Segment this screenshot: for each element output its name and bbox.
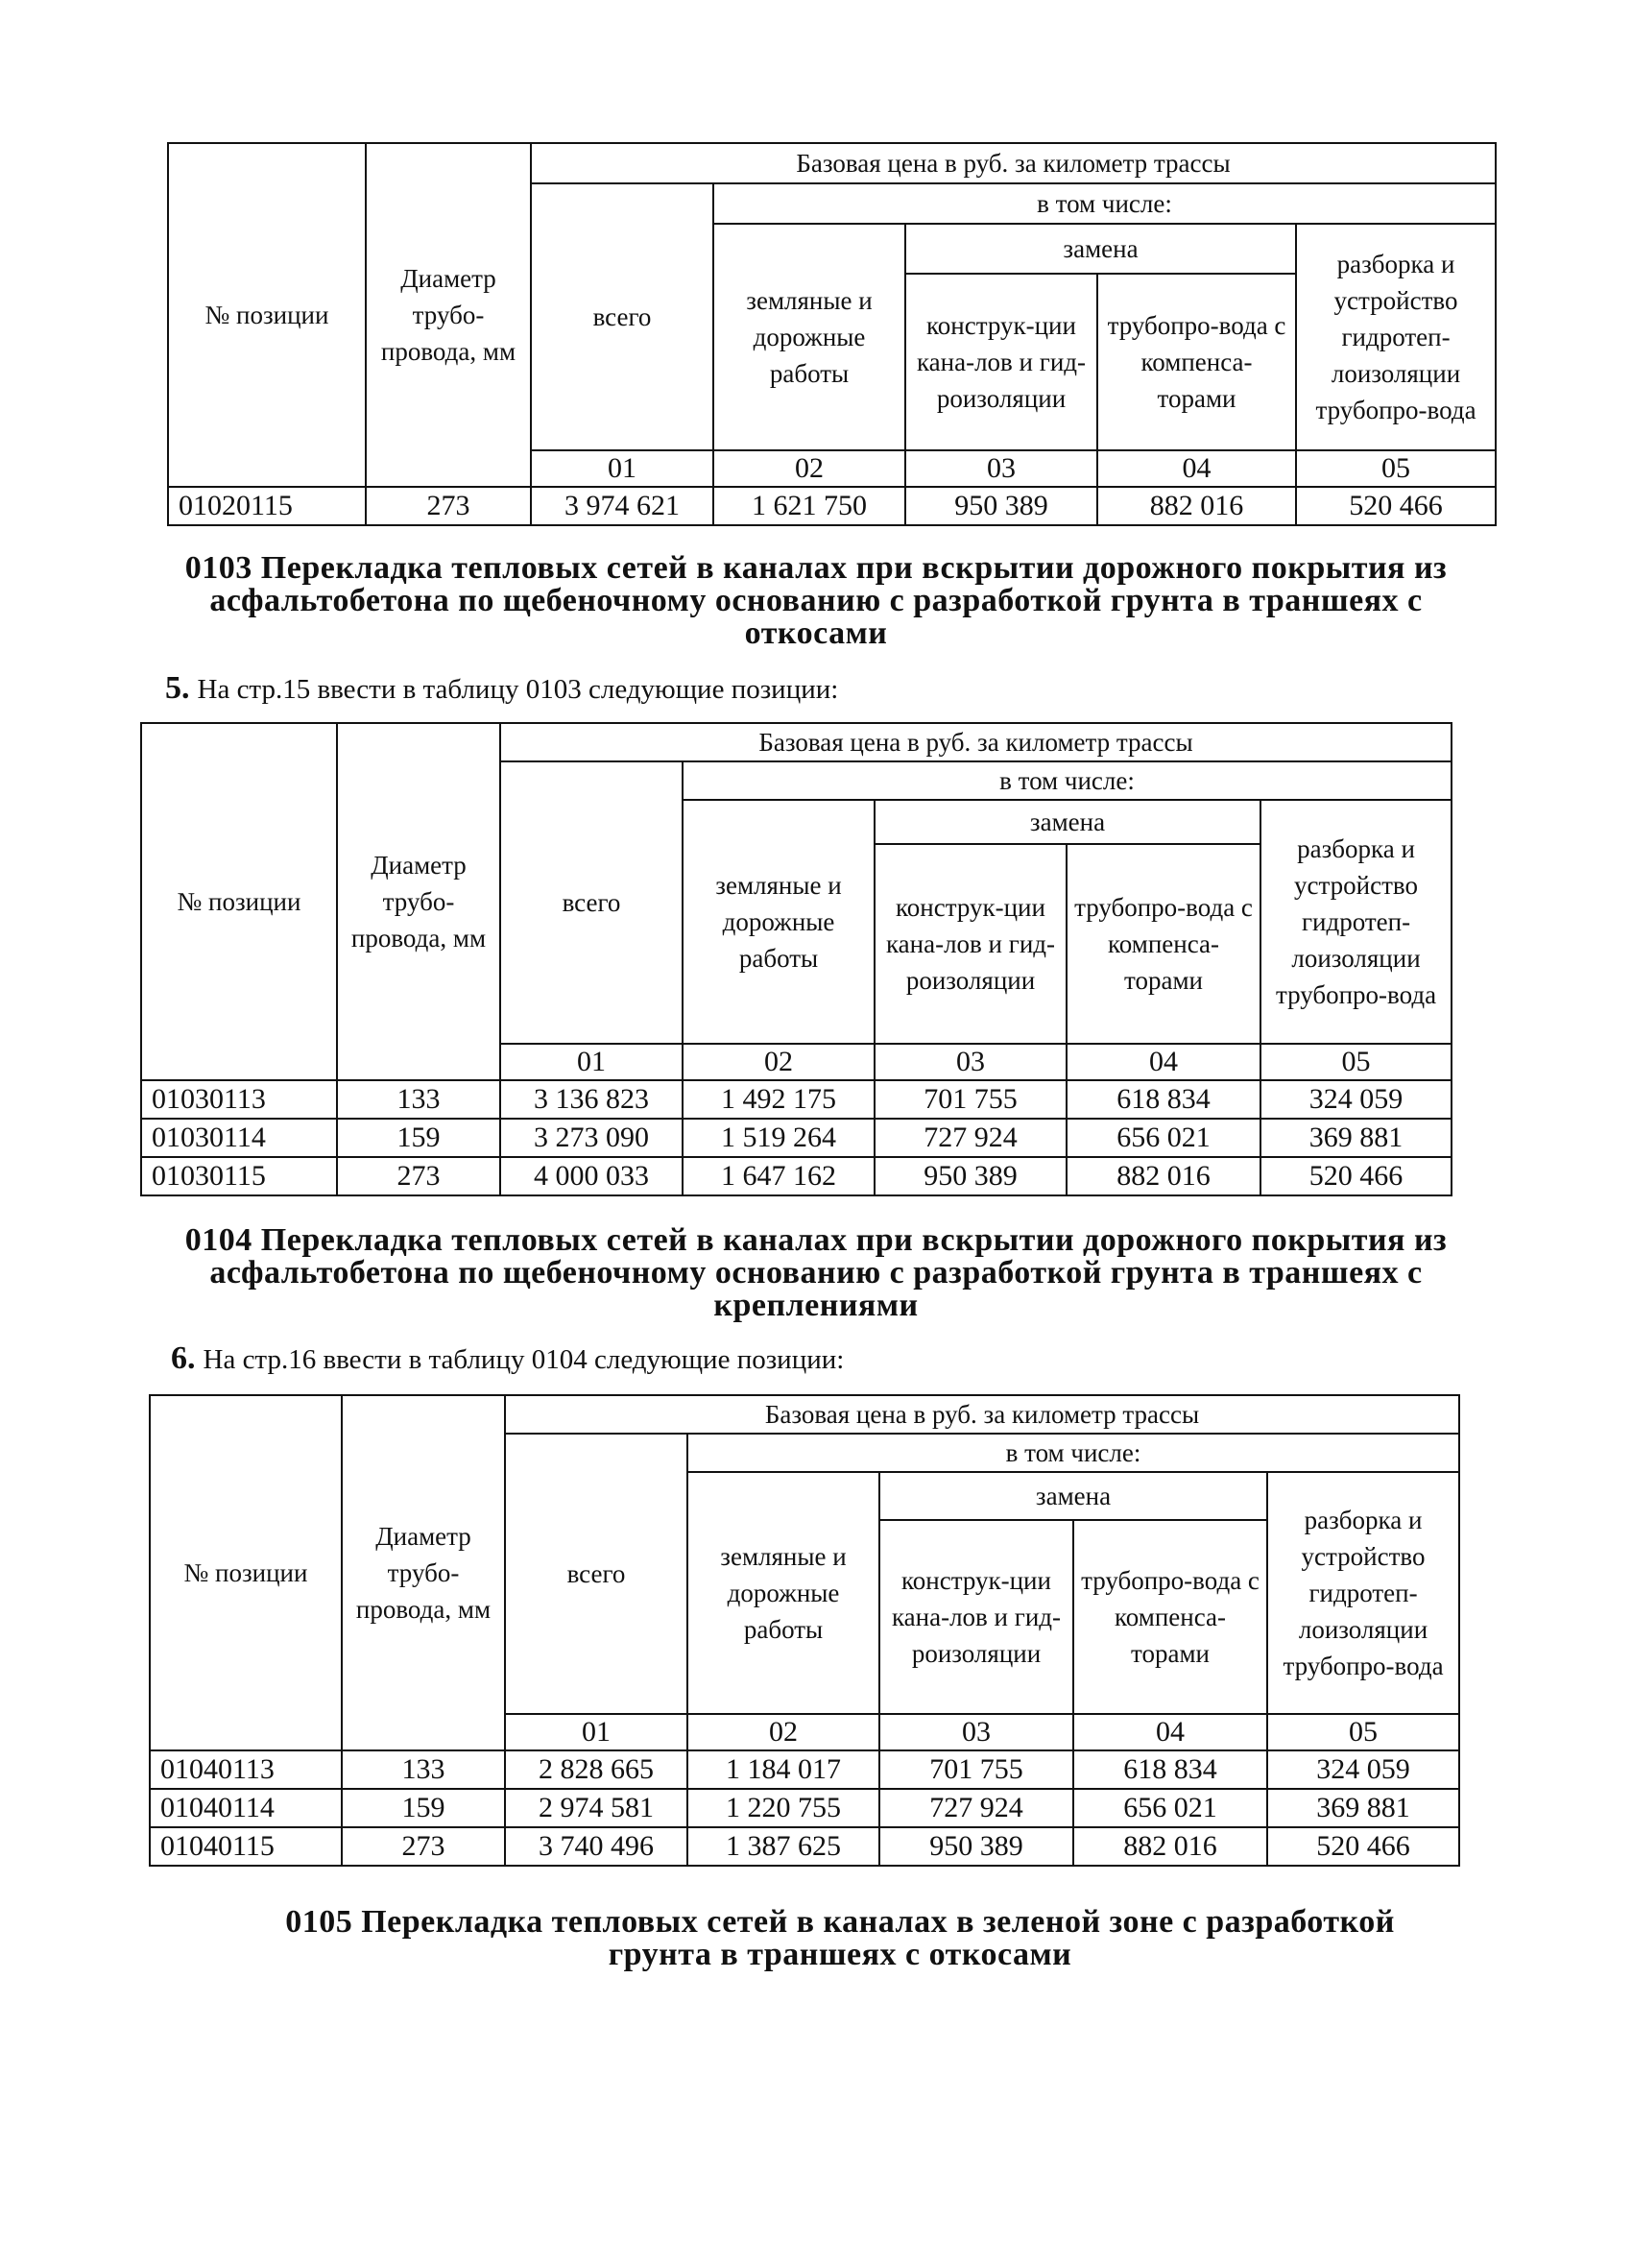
cell-channels: 701 755 — [879, 1750, 1073, 1789]
cell-total: 3 974 621 — [531, 487, 713, 525]
cell-total: 2 974 581 — [505, 1789, 687, 1827]
cell-total: 3 136 823 — [500, 1080, 683, 1119]
col-code: 04 — [1073, 1714, 1267, 1750]
table-row — [168, 487, 1496, 525]
cell-channels: 727 924 — [879, 1789, 1073, 1827]
section-code: 0105 — [285, 1904, 353, 1940]
header-diameter: Диаметр трубо-провода, мм — [337, 723, 500, 1080]
cell-channels: 727 924 — [875, 1119, 1067, 1157]
header-channels: конструк-ции кана-лов и гид-роизоляции — [879, 1520, 1073, 1714]
header-position: № позиции — [150, 1395, 342, 1750]
cell-total: 4 000 033 — [500, 1157, 683, 1195]
section-code: 0103 — [184, 550, 252, 586]
col-code: 03 — [905, 450, 1097, 487]
header-earthworks: земляные и дорожные работы — [687, 1472, 879, 1714]
cell-diameter: 133 — [342, 1750, 505, 1789]
header-dismantling: разборка и устройство гидротеп-лоизоляции трубопро-вода — [1296, 224, 1496, 450]
cell-dismantling: 324 059 — [1260, 1080, 1452, 1119]
header-pipeline: трубопро-вода с компенса-торами — [1067, 844, 1260, 1044]
cell-position: 01040114 — [150, 1789, 342, 1827]
table-row — [141, 1080, 1452, 1119]
header-including: в том числе: — [687, 1434, 1459, 1472]
header-pipeline: трубопро-вода с компенса-торами — [1073, 1520, 1267, 1714]
header-total: всего — [505, 1434, 687, 1714]
header-position: № позиции — [168, 143, 366, 487]
price-table-0102 — [167, 142, 1497, 526]
instruction-text: На стр.16 ввести в таблицу 0104 следующие позиции: — [203, 1344, 845, 1375]
header-diameter: Диаметр трубо-провода, мм — [366, 143, 531, 487]
col-code: 05 — [1260, 1044, 1452, 1080]
col-code: 04 — [1067, 1044, 1260, 1080]
cell-total: 3 273 090 — [500, 1119, 683, 1157]
col-code: 01 — [505, 1714, 687, 1750]
cell-earthworks: 1 387 625 — [687, 1827, 879, 1866]
col-code: 01 — [500, 1044, 683, 1080]
cell-pipeline: 882 016 — [1073, 1827, 1267, 1866]
cell-channels: 701 755 — [875, 1080, 1067, 1119]
col-code: 03 — [875, 1044, 1067, 1080]
instruction-5 — [165, 672, 838, 706]
cell-diameter: 133 — [337, 1080, 500, 1119]
table-row — [141, 1157, 1452, 1195]
header-including: в том числе: — [713, 183, 1496, 224]
cell-diameter: 273 — [366, 487, 531, 525]
cell-earthworks: 1 647 162 — [683, 1157, 875, 1195]
cell-pipeline: 656 021 — [1073, 1789, 1267, 1827]
col-code: 05 — [1267, 1714, 1459, 1750]
section-heading-0105 — [250, 1906, 1430, 1971]
col-code: 02 — [713, 450, 905, 487]
header-channels: конструк-ции кана-лов и гид-роизоляции — [875, 844, 1067, 1044]
table-row — [150, 1789, 1459, 1827]
header-base-price: Базовая цена в руб. за километр трассы — [505, 1395, 1459, 1434]
section-title: Перекладка тепловых сетей в каналах в зеленой зоне с разработкой грунта в траншеях с откосами — [361, 1904, 1395, 1972]
cell-earthworks: 1 184 017 — [687, 1750, 879, 1789]
cell-pipeline: 656 021 — [1067, 1119, 1260, 1157]
cell-pipeline: 882 016 — [1067, 1157, 1260, 1195]
cell-diameter: 159 — [337, 1119, 500, 1157]
header-base-price: Базовая цена в руб. за километр трассы — [531, 143, 1496, 183]
instruction-text: На стр.15 ввести в таблицу 0103 следующие позиции: — [197, 674, 839, 705]
header-replacement: замена — [905, 224, 1296, 274]
instruction-number: 5. — [165, 670, 190, 706]
cell-pipeline: 618 834 — [1067, 1080, 1260, 1119]
table-row — [150, 1750, 1459, 1789]
cell-earthworks: 1 220 755 — [687, 1789, 879, 1827]
section-code: 0104 — [184, 1222, 252, 1258]
header-replacement: замена — [875, 800, 1260, 844]
cell-dismantling: 369 881 — [1267, 1789, 1459, 1827]
cell-dismantling: 520 466 — [1296, 487, 1496, 525]
cell-earthworks: 1 492 175 — [683, 1080, 875, 1119]
col-code: 04 — [1097, 450, 1296, 487]
col-code: 02 — [683, 1044, 875, 1080]
col-code: 05 — [1296, 450, 1496, 487]
cell-total: 3 740 496 — [505, 1827, 687, 1866]
cell-position: 01020115 — [168, 487, 366, 525]
cell-pipeline: 618 834 — [1073, 1750, 1267, 1789]
cell-channels: 950 389 — [875, 1157, 1067, 1195]
cell-diameter: 273 — [342, 1827, 505, 1866]
cell-dismantling: 324 059 — [1267, 1750, 1459, 1789]
col-code: 02 — [687, 1714, 879, 1750]
header-including: в том числе: — [683, 761, 1452, 800]
price-table-0103 — [140, 722, 1452, 1196]
cell-channels: 950 389 — [879, 1827, 1073, 1866]
cell-dismantling: 369 881 — [1260, 1119, 1452, 1157]
instruction-6 — [171, 1342, 844, 1376]
cell-earthworks: 1 519 264 — [683, 1119, 875, 1157]
cell-position: 01040113 — [150, 1750, 342, 1789]
header-dismantling: разборка и устройство гидротеп-лоизоляции трубопро-вода — [1267, 1472, 1459, 1714]
section-title: Перекладка тепловых сетей в каналах при вскрытии дорожного покрытия из асфальтобетона по щебеночному основанию с разработкой грунта в траншеях с откосами — [209, 550, 1448, 651]
instruction-number: 6. — [171, 1340, 196, 1376]
cell-diameter: 159 — [342, 1789, 505, 1827]
header-base-price: Базовая цена в руб. за километр трассы — [500, 723, 1452, 761]
cell-position: 01030114 — [141, 1119, 337, 1157]
header-pipeline: трубопро-вода с компенса-торами — [1097, 274, 1296, 450]
cell-earthworks: 1 621 750 — [713, 487, 905, 525]
col-code: 01 — [531, 450, 713, 487]
cell-position: 01040115 — [150, 1827, 342, 1866]
cell-dismantling: 520 466 — [1260, 1157, 1452, 1195]
table-row — [150, 1827, 1459, 1866]
table-row — [141, 1119, 1452, 1157]
cell-channels: 950 389 — [905, 487, 1097, 525]
cell-pipeline: 882 016 — [1097, 487, 1296, 525]
section-heading-0103 — [144, 552, 1488, 650]
header-position: № позиции — [141, 723, 337, 1080]
header-total: всего — [500, 761, 683, 1044]
cell-position: 01030113 — [141, 1080, 337, 1119]
cell-dismantling: 520 466 — [1267, 1827, 1459, 1866]
header-channels: конструк-ции кана-лов и гид-роизоляции — [905, 274, 1097, 450]
header-diameter: Диаметр трубо-провода, мм — [342, 1395, 505, 1750]
header-earthworks: земляные и дорожные работы — [713, 224, 905, 450]
section-title: Перекладка тепловых сетей в каналах при вскрытии дорожного покрытия из асфальтобетона по щебеночному основанию с разработкой грунта в траншеях с креплениями — [209, 1222, 1448, 1323]
header-earthworks: земляные и дорожные работы — [683, 800, 875, 1044]
cell-total: 2 828 665 — [505, 1750, 687, 1789]
header-total: всего — [531, 183, 713, 450]
header-replacement: замена — [879, 1472, 1267, 1520]
header-dismantling: разборка и устройство гидротеп-лоизоляции трубопро-вода — [1260, 800, 1452, 1044]
cell-position: 01030115 — [141, 1157, 337, 1195]
section-heading-0104 — [144, 1224, 1488, 1322]
col-code: 03 — [879, 1714, 1073, 1750]
cell-diameter: 273 — [337, 1157, 500, 1195]
price-table-0104 — [149, 1394, 1460, 1867]
